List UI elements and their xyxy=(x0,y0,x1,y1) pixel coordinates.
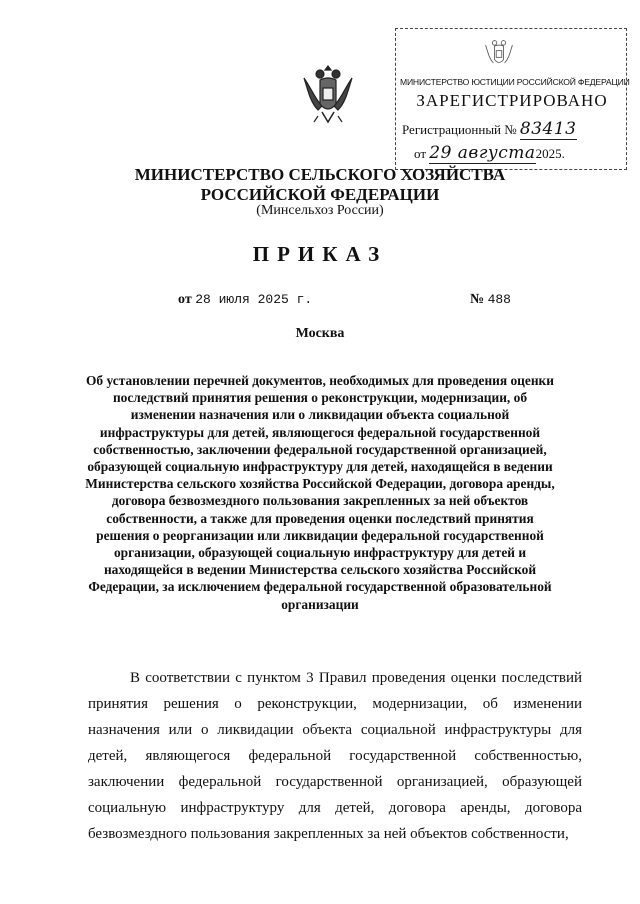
order-number-value: 488 xyxy=(487,292,511,307)
order-date xyxy=(178,292,312,308)
ministry-name xyxy=(120,165,520,205)
stamp-date-prefix: от xyxy=(414,146,427,161)
stamp-status: ЗАРЕГИСТРИРОВАНО xyxy=(416,91,608,110)
stamp-ministry: МИНИСТЕРСТВО ЮСТИЦИИ РОССИЙСКОЙ ФЕДЕРАЦИИ xyxy=(400,77,630,87)
order-subject: Об установлении перечней документов, необходимых для проведения оценки последствий принятия решения о реконструкции, модернизации, об изменении назначения или о ликвидации объекта социальной инфраструктуры для детей, являющегося федеральной государственной собственностью, заключении федеральной государственной организацией, образующей социальную инфраструктуру для детей, находящейся в ведении Министерства сельского хозяйства Российской Федерации, договора аренды, договора безвозмездного пользования закрепленных за ней объектов собственности, а также для проведения оценки последствий принятия решения о реорганизации или ликвидации федеральной государственной организации, образующей социальную инфраструктуру для детей и находящейся в ведении Министерства сельского хозяйства Российской Федерации, за исключением федеральной государственной образовательной организации xyxy=(85,373,555,612)
order-date-value: 28 июля 2025 г. xyxy=(195,292,313,307)
stamp-emblem-icon xyxy=(482,35,516,73)
registration-stamp xyxy=(395,28,630,170)
stamp-reg-number: 83413 xyxy=(519,119,577,139)
stamp-date-year: 2025. xyxy=(535,146,565,161)
coat-of-arms-icon xyxy=(300,60,356,128)
ministry-line-2: РОССИЙСКОЙ ФЕДЕРАЦИИ xyxy=(200,185,440,204)
ministry-line-1: МИНИСТЕРСТВО СЕЛЬСКОГО ХОЗЯЙСТВА xyxy=(134,165,506,184)
order-number xyxy=(470,292,511,308)
ministry-short-name: (Минсельхоз России) xyxy=(256,203,384,218)
body-paragraph: В соответствии с пунктом 3 Правил проведения оценки последствий принятия решения о реконструкции, модернизации, об изменении назначения или о ликвидации объекта социальной инфраструктуры для детей, являющегося федеральной государственной собственностью, заключении федеральной государственной организацией, образующей социальную инфраструктуру для детей, договора аренды, договора безвозмездного пользования закрепленных за ней объектов собственности, xyxy=(88,670,582,842)
stamp-date-line xyxy=(414,143,565,164)
city: Москва xyxy=(295,326,345,341)
stamp-reg-label: Регистрационный № xyxy=(402,122,517,137)
stamp-date-handwritten: 29 августа xyxy=(429,143,536,163)
order-date-prefix: от xyxy=(178,292,192,307)
stamp-reg-line xyxy=(402,119,577,140)
doc-type-title: ПРИКАЗ xyxy=(252,242,388,266)
order-number-prefix: № xyxy=(470,292,485,307)
